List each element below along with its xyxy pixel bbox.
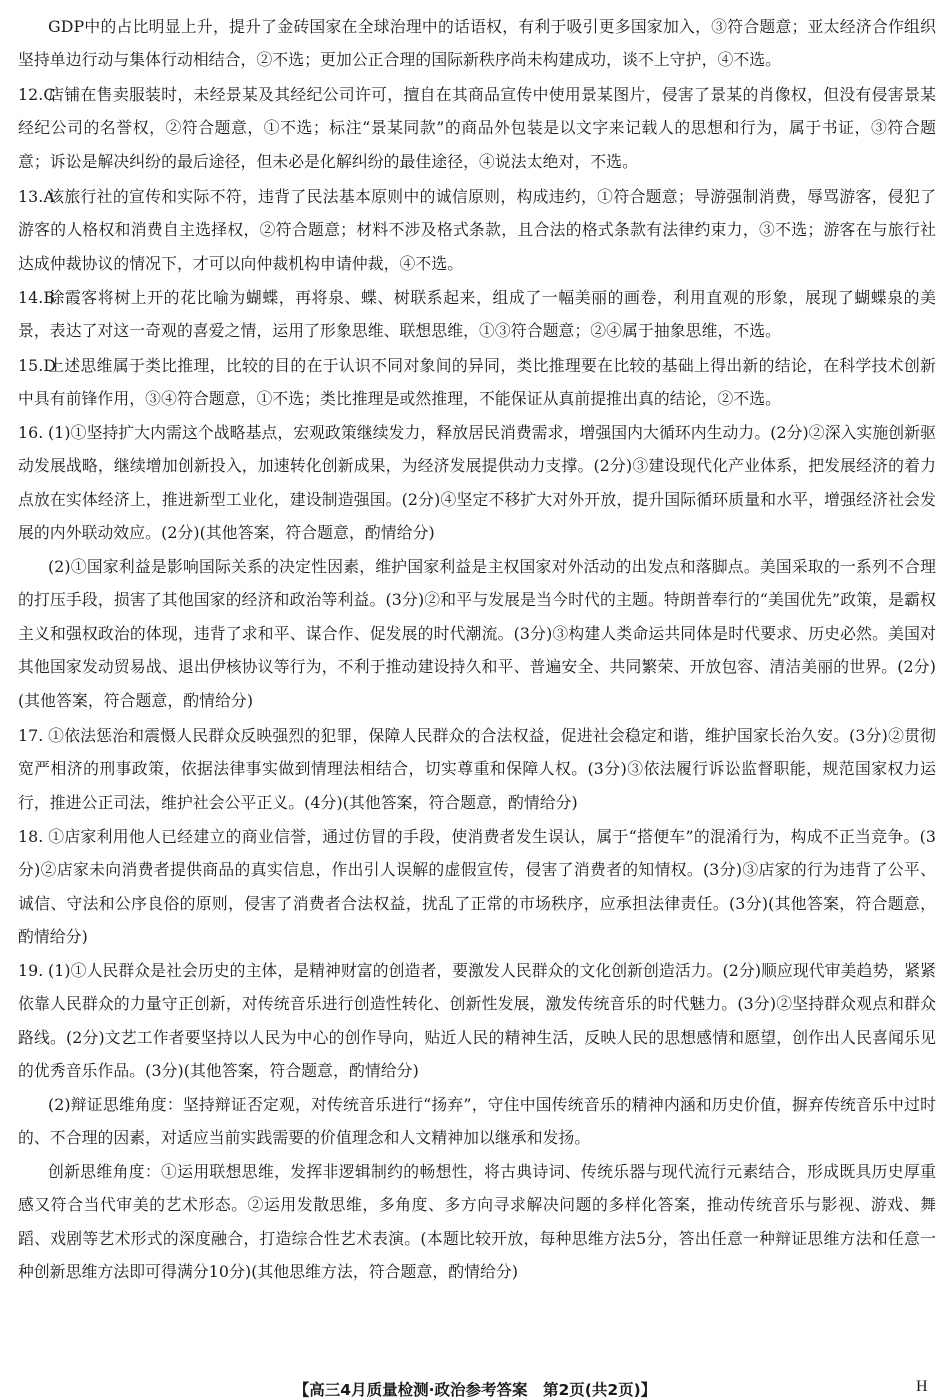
paragraph-text: 创新思维角度：①运用联想思维，发挥非逻辑制约的畅想性，将古典诗词、传统乐器与现代流行元素结合，形成既具历史厚重感又符合当代审美的艺术形态。②运用发散思维，多角度、多方向寻求解决问题的多样化答案，推动传统音乐与影视、游戏、舞蹈、戏剧等艺术形式的深度融合，打造综合性艺术表演。(本题比较开放，每种思维方法5分，答出任意一种辩证思维方法和任意一种创新思维方法即可得满分10分)(其他思维方法，符合题意，酌情给分) [18,1162,936,1282]
paragraph-text: 该旅行社的宣传和实际不符，违背了民法基本原则中的诚信原则，构成违约，①符合题意；导游强制消费，辱骂游客，侵犯了游客的人格权和消费自主选择权，②符合题意；材料不涉及格式条款，且合法的格式条款有法律约束力，③不选；游客在与旅行社达成仲裁协议的情况下，才可以向仲裁机构申请仲裁，④不选。 [18,187,936,273]
paragraph-text: 徐霞客将树上开的花比喻为蝴蝶，再将泉、蝶、树联系起来，组成了一幅美丽的画卷，利用直观的形象，展现了蝴蝶泉的美景，表达了对这一奇观的喜爱之情，运用了形象思维、联想思维，①③符合题意；②④属于抽象思维，不选。 [18,288,936,341]
answer-19-part3 [18,1155,936,1289]
paragraph-text: (2)辩证思维角度：坚持辩证否定观，对传统音乐进行“扬弃”，守住中国传统音乐的精神内涵和历史价值，摒弃传统音乐中过时的、不合理的因素，对适应当前实践需要的价值理念和人文精神加以继承和发扬。 [18,1095,936,1148]
answer-12 [18,78,936,178]
answer-16-part2 [18,550,936,717]
answer-14 [18,281,936,348]
paragraph-text: ①店家利用他人已经建立的商业信誉，通过仿冒的手段，使消费者发生误认，属于“搭便车”的混淆行为，构成不正当竞争。(3分)②店家未向消费者提供商品的真实信息，作出引人误解的虚假宣传，侵害了消费者的知情权。(3分)③店家的行为违背了公平、诚信、守法和公序良俗的原则，侵害了消费者合法权益，扰乱了正常的市场秩序，应承担法律责任。(3分)(其他答案，符合题意，酌情给分) [18,827,936,947]
page-footer: 【高三4月质量检测·政治参考答案 第2页(共2页)】 [293,1381,657,1399]
answer-13 [18,180,936,280]
paragraph-text: 店铺在售卖服装时，未经景某及其经纪公司许可，擅自在其商品宣传中使用景某图片，侵害了景某的肖像权，但没有侵害景某经纪公司的名誉权，②符合题意，①不选；标注“景某同款”的商品外包装是以文字来记载人的思想和行为，属于书证，③符合题意；诉讼是解决纠纷的最后途径，但未必是化解纠纷的最佳途径，④说法太绝对，不选。 [18,85,936,171]
question-number: 15.D [18,356,57,375]
answer-19-part2 [18,1088,936,1155]
answer-19-part1 [18,954,936,1088]
answer-15 [18,349,936,416]
paragraph-text: ①依法惩治和震慑人民群众反映强烈的犯罪，保障人民群众的合法权益，促进社会稳定和谐，维护国家长治久安。(3分)②贯彻宽严相济的刑事政策，依据法律事实做到情理法相结合，切实尊重和保障人权。(3分)③依法履行诉讼监督职能，规范国家权力运行，推进公正司法，维护社会公平正义。(4分)(其他答案，符合题意，酌情给分) [18,726,936,812]
version-letter: H [916,1378,928,1395]
paragraph-continued [18,10,936,77]
answer-17 [18,719,936,819]
question-number: 18. [18,827,44,846]
answer-16-part1 [18,416,936,550]
paragraph-text: GDP中的占比明显上升，提升了金砖国家在全球治理中的话语权，有利于吸引更多国家加入，③符合题意；亚太经济合作组织坚持单边行动与集体行动相结合，②不选；更加公正合理的国际新秩序尚未构建成功，谈不上守护，④不选。 [18,17,936,70]
question-number: 13.A [18,187,55,206]
question-number: 16. [18,423,44,442]
paragraph-text: (1)①坚持扩大内需这个战略基点，宏观政策继续发力，释放居民消费需求，增强国内大循环内生动力。(2分)②深入实施创新驱动发展战略，继续增加创新投入，加速转化创新成果，为经济发展提供动力支撑。(2分)③建设现代化产业体系，把发展经济的着力点放在实体经济上，推进新型工业化，建设制造强国。(2分)④坚定不移扩大对外开放，提升国际循环质量和水平，增强经济社会发展的内外联动效应。(2分)(其他答案，符合题意，酌情给分) [18,423,936,543]
paragraph-text: 上述思维属于类比推理，比较的目的在于认识不同对象间的异同，类比推理要在比较的基础上得出新的结论，在科学技术创新中具有前锋作用，③④符合题意，①不选；类比推理是或然推理，不能保证从真前提推出真的结论，②不选。 [18,356,936,409]
question-number: 14.B [18,288,56,307]
question-number: 19. [18,961,44,980]
paragraph-text: (1)①人民群众是社会历史的主体，是精神财富的创造者，要激发人民群众的文化创新创造活力。(2分)顺应现代审美趋势，紧紧依靠人民群众的力量守正创新，对传统音乐进行创造性转化、创新性发展，激发传统音乐的时代魅力。(3分)②坚持群众观点和群众路线。(2分)文艺工作者要坚持以人民为中心的创作导向，贴近人民的精神生活，反映人民的思想感情和愿望，创作出人民喜闻乐见的优秀音乐作品。(3分)(其他答案，符合题意，酌情给分) [18,961,936,1081]
question-number: 12.C [18,85,56,104]
question-number: 17. [18,726,44,745]
paragraph-text: (2)①国家利益是影响国际关系的决定性因素，维护国家利益是主权国家对外活动的出发点和落脚点。美国采取的一系列不合理的打压手段，损害了其他国家的经济和政治等利益。(3分)②和平与发展是当今时代的主题。特朗普奉行的“美国优先”政策，是霸权主义和强权政治的体现，违背了求和平、谋合作、促发展的时代潮流。(3分)③构建人类命运共同体是时代要求、历史必然。美国对其他国家发动贸易战、退出伊核协议等行为，不利于推动建设持久和平、普遍安全、共同繁荣、开放包容、清洁美丽的世界。(2分)(其他答案，符合题意，酌情给分) [18,557,936,710]
answer-18 [18,820,936,954]
